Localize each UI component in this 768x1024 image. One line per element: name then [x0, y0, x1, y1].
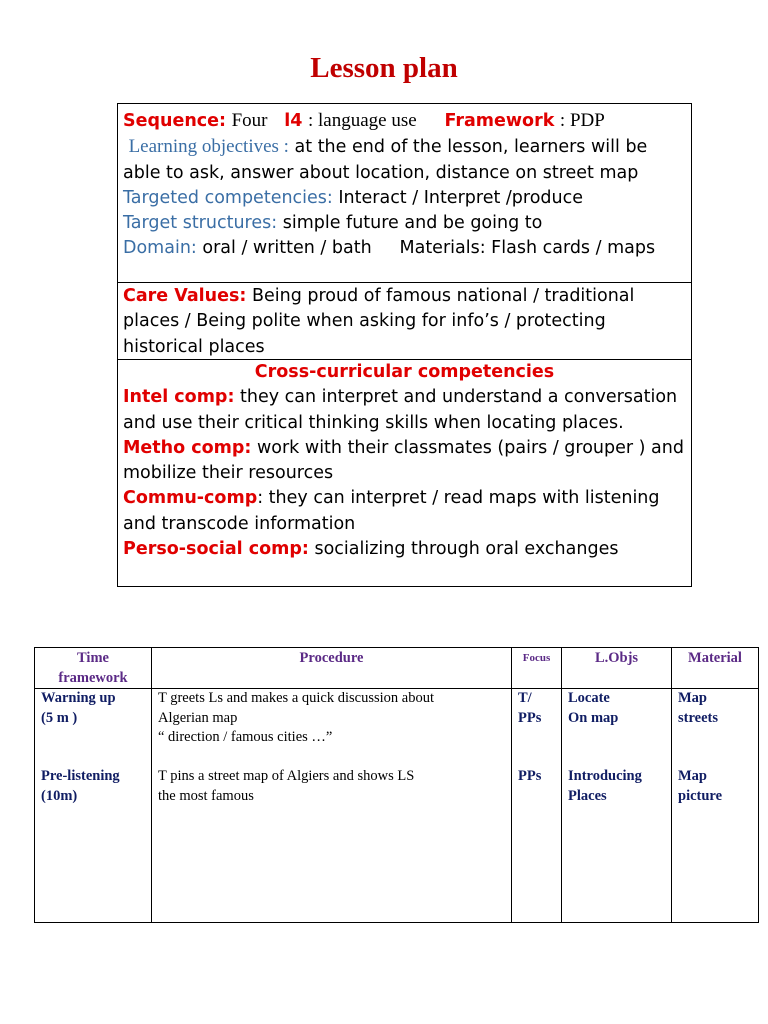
lobj-row2-line2: Places: [568, 787, 607, 804]
domain-label: Domain:: [123, 238, 197, 259]
domain-value: oral / written / bath: [202, 238, 372, 259]
competencies-value: Interact / Interpret /produce: [338, 187, 583, 208]
lobj-row1-line2: On map: [568, 709, 619, 726]
commu-comp-text: : they can interpret / read maps with listening and transcode information: [123, 488, 660, 534]
cross-curricular-box: [117, 359, 692, 587]
table-row: [35, 689, 759, 923]
header-procedure: Procedure: [152, 648, 512, 689]
focus-cell: [512, 689, 562, 923]
procedure-cell: [152, 689, 512, 923]
structures-line: [123, 211, 686, 236]
materials-value: Materials: Flash cards / maps: [399, 238, 656, 259]
proc-row2-line1: T pins a street map of Algiers and shows LS: [158, 768, 415, 784]
proc-row2-line2: the most famous: [158, 787, 254, 804]
sequence-value: Four: [231, 110, 268, 131]
header-time: Time framework: [35, 648, 152, 689]
sequence-label: Sequence:: [123, 111, 227, 131]
time-row1-line2: (5 m ): [41, 709, 78, 726]
header-lobjs: L.Objs: [562, 648, 672, 689]
commu-comp-label: Commu-comp: [123, 488, 258, 509]
proc-row1-line3: “ direction / famous cities …”: [158, 729, 333, 745]
domain-line: [123, 236, 686, 261]
l4-value: : language use: [307, 110, 417, 131]
header-focus: Focus: [512, 648, 562, 689]
lobj-row1-line1: Locate: [568, 690, 610, 706]
lobjs-cell: [562, 689, 672, 923]
perso-social-label: Perso-social comp:: [123, 539, 309, 560]
proc-row1-line1: T greets Ls and makes a quick discussion about: [158, 690, 434, 706]
metho-comp-text: work with their classmates (pairs / grouper ) and mobilize their resources: [123, 437, 684, 484]
lobj-row2-line1: Introducing: [568, 768, 642, 784]
mat-row2-line1: Map: [678, 768, 707, 784]
mat-row1-line2: streets: [678, 709, 718, 726]
intel-comp-label: Intel comp:: [123, 387, 235, 408]
time-cell: [35, 689, 152, 923]
competencies-label: Targeted competencies:: [123, 187, 333, 208]
table-header-row: [35, 648, 759, 689]
procedure-table: [34, 647, 759, 923]
framework-value: : PDP: [559, 110, 605, 131]
sequence-line: [123, 108, 686, 134]
perso-social-text: socializing through oral exchanges: [314, 539, 619, 560]
proc-row1-line2: Algerian map: [158, 709, 238, 726]
framework-label: Framework: [444, 111, 555, 131]
care-values-text: Being proud of famous national / traditional places / Being polite when asking for info’s / protecting historical places: [123, 286, 635, 357]
mat-row2-line2: picture: [678, 787, 723, 804]
time-row2-line2: (10m): [41, 787, 78, 804]
commu-comp: [123, 486, 686, 537]
structures-value: simple future and be going to: [282, 213, 543, 234]
material-cell: [672, 689, 759, 923]
page-title: Lesson plan: [310, 52, 458, 84]
competencies-line: [123, 186, 686, 211]
metho-comp: [123, 436, 686, 487]
focus-row2-line1: PPs: [518, 768, 542, 784]
focus-row1-line2: PPs: [518, 709, 542, 726]
perso-social-comp: [123, 537, 686, 562]
cross-curricular-heading: Cross-curricular competencies: [254, 362, 555, 382]
time-row1-line1: Warning up: [41, 690, 116, 706]
structures-label: Target structures:: [123, 213, 278, 234]
focus-row1-line1: T/: [518, 690, 532, 706]
lesson-info-box: [117, 103, 692, 283]
care-values-label: Care Values:: [123, 286, 247, 306]
metho-comp-label: Metho comp:: [123, 437, 252, 458]
objectives-line: [123, 134, 686, 186]
objectives-label: Learning objectives :: [128, 136, 289, 158]
objectives-value: at the end of the lesson, learners will be able to ask, answer about location, distance on street map: [123, 137, 648, 183]
care-values-box: [117, 282, 692, 360]
l4-label: l4: [284, 111, 303, 131]
header-material: Material: [672, 648, 759, 689]
intel-comp-text: they can interpret and understand a conversation and use their critical thinking skills when locating places.: [123, 387, 678, 433]
intel-comp: [123, 385, 686, 436]
mat-row1-line1: Map: [678, 690, 707, 706]
time-row2-line1: Pre-listening: [41, 768, 120, 784]
